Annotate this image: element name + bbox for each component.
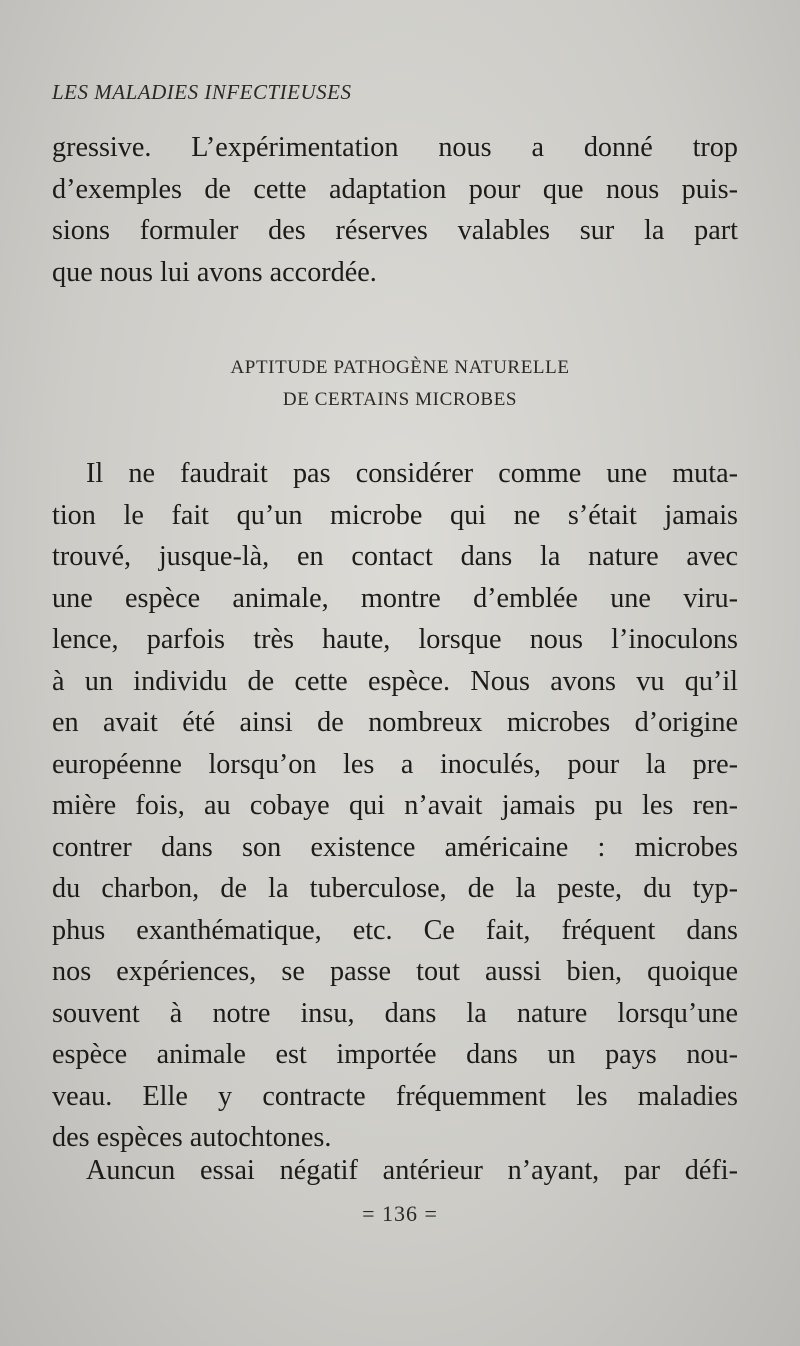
running-header: LES MALADIES INFECTIEUSES (52, 80, 352, 104)
text-line: que nous lui avons accordée. (52, 256, 377, 288)
text-line: Auncun essai négatif antérieur n’ayant, par défi- (86, 1155, 738, 1186)
text-line: contrer dans son existence américaine : microbes (52, 831, 738, 863)
text-line: phus exanthématique, etc. Ce fait, fréquent dans (52, 914, 738, 946)
paragraph-continuation (52, 127, 738, 293)
text-line: Il ne faudrait pas considérer comme une muta- (86, 458, 738, 489)
text-line: sions formuler des réserves valables sur la part (52, 215, 738, 246)
text-line: du charbon, de la tuberculose, de la peste, du typ- (52, 873, 738, 904)
paragraph-main (52, 453, 738, 1159)
text-line: une espèce animale, montre d’emblée une viru- (52, 582, 738, 614)
text-line: gressive. L’expérimentation nous a donné trop (52, 132, 738, 163)
text-line: souvent à notre insu, dans la nature lorsqu’une (52, 997, 738, 1029)
text-line: d’exemples de cette adaptation pour que nous puis- (52, 173, 738, 205)
text-line: européenne lorsqu’on les a inoculés, pour la pre- (52, 748, 738, 780)
paragraph-next (52, 1150, 738, 1192)
text-line: tion le fait qu’un microbe qui ne s’était jamais (52, 499, 738, 531)
page-number: = 136 = (362, 1201, 438, 1226)
text-line: trouvé, jusque-là, en contact dans la nature avec (52, 541, 738, 572)
text-line: espèce animale est importée dans un pays nou- (52, 1039, 738, 1070)
text-line: en avait été ainsi de nombreux microbes d’origine (52, 707, 738, 738)
section-title-line: DE CERTAINS MICROBES (282, 389, 518, 410)
text-line: à un individu de cette espèce. Nous avons vu qu’il (52, 665, 738, 697)
section-title-line: APTITUDE PATHOGÈNE NATURELLE (230, 357, 570, 378)
text-line: veau. Elle y contracte fréquemment les maladies (52, 1080, 738, 1112)
text-line: lence, parfois très haute, lorsque nous l’inoculons (52, 624, 738, 655)
text-line: des espèces autochtones. (52, 1122, 332, 1153)
text-line: mière fois, au cobaye qui n’avait jamais pu les ren- (52, 790, 738, 821)
text-line: nos expériences, se passe tout aussi bien, quoique (52, 956, 738, 987)
section-title (0, 352, 800, 416)
